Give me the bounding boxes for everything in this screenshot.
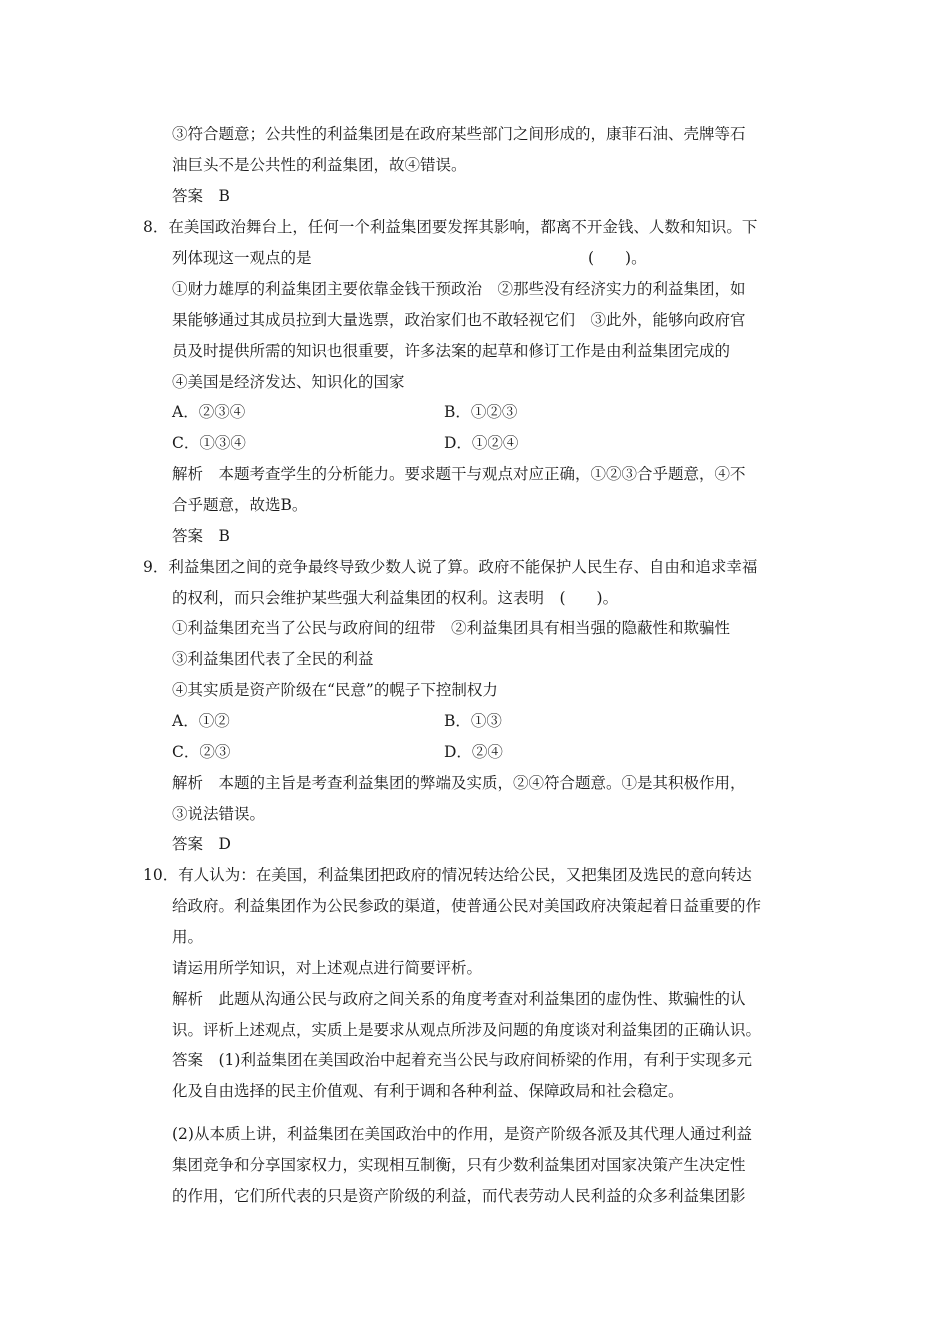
question-10-stem: 10．有人认为：在美国，利益集团把政府的情况转达给公民，又把集团及选民的意向转达: [143, 866, 752, 884]
answer-line: 答案 B: [172, 527, 230, 545]
analysis-line: ③说法错误。: [172, 805, 266, 823]
text-line: ④其实质是资产阶级在“民意”的幌子下控制权力: [172, 681, 498, 699]
text-line: 员及时提供所需的知识也很重要，许多法案的起草和修订工作是由利益集团完成的: [172, 342, 731, 360]
option-c: C．①③④: [172, 434, 246, 452]
text-line: ④美国是经济发达、知识化的国家: [172, 373, 405, 391]
answer-blank: ( )。: [588, 249, 647, 267]
text-line: ①利益集团充当了公民与政府间的纽带 ②利益集团具有相当强的隐蔽性和欺骗性: [172, 619, 731, 637]
question-8-stem: 列体现这一观点的是: [172, 249, 312, 267]
answer-line: (2)从本质上讲，利益集团在美国政治中的作用，是资产阶级各派及其代理人通过利益: [172, 1125, 752, 1143]
answer-line: 答案 B: [172, 187, 230, 205]
option-d: D．②④: [444, 743, 503, 761]
analysis-line: 解析 本题的主旨是考查利益集团的弊端及实质，②④符合题意。①是其积极作用，: [172, 774, 746, 792]
text-line: ③符合题意；公共性的利益集团是在政府某些部门之间形成的，康菲石油、壳牌等石: [172, 125, 746, 143]
question-9-stem: 9．利益集团之间的竞争最终导致少数人说了算。政府不能保护人民生存、自由和追求幸福: [143, 558, 758, 576]
answer-line: 集团竞争和分享国家权力，实现相互制衡，只有少数利益集团对国家决策产生决定性: [172, 1156, 746, 1174]
text-line: 油巨头不是公共性的利益集团，故④错误。: [172, 156, 467, 174]
answer-line: 的作用，它们所代表的只是资产阶级的利益，而代表劳动人民利益的众多利益集团影: [172, 1187, 746, 1205]
analysis-line: 解析 本题考查学生的分析能力。要求题干与观点对应正确，①②③合乎题意，④不: [172, 465, 746, 483]
answer-line: 答案 D: [172, 835, 231, 853]
option-a: A．②③④: [172, 403, 246, 421]
question-8-stem: 8．在美国政治舞台上，任何一个利益集团要发挥其影响，都离不开金钱、人数和知识。下: [143, 218, 758, 236]
option-a: A．①②: [172, 712, 230, 730]
analysis-line: 解析 此题从沟通公民与政府之间关系的角度考查对利益集团的虚伪性、欺骗性的认: [172, 990, 746, 1008]
option-b: B．①②③: [444, 403, 518, 421]
analysis-line: 合乎题意，故选B。: [172, 496, 308, 514]
option-c: C．②③: [172, 743, 231, 761]
option-d: D．①②④: [444, 434, 519, 452]
answer-line: 化及自由选择的民主价值观、有利于调和各种利益、保障政局和社会稳定。: [172, 1082, 684, 1100]
text-line: 请运用所学知识，对上述观点进行简要评析。: [172, 959, 483, 977]
text-line: ①财力雄厚的利益集团主要依靠金钱干预政治 ②那些没有经济实力的利益集团，如: [172, 280, 746, 298]
analysis-line: 识。评析上述观点，实质上是要求从观点所涉及问题的角度谈对利益集团的正确认识。: [172, 1021, 762, 1039]
question-9-stem: 的权利，而只会维护某些强大利益集团的权利。这表明 ( )。: [172, 589, 619, 607]
text-line: 果能够通过其成员拉到大量选票，政治家们也不敢轻视它们 ③此外，能够向政府官: [172, 311, 746, 329]
answer-line: 答案 (1)利益集团在美国政治中起着充当公民与政府间桥梁的作用，有利于实现多元: [172, 1051, 752, 1069]
text-line: ③利益集团代表了全民的利益: [172, 650, 374, 668]
option-b: B．①③: [444, 712, 502, 730]
question-10-stem: 给政府。利益集团作为公民参政的渠道，使普通公民对美国政府决策起着日益重要的作: [172, 897, 762, 915]
question-10-stem: 用。: [172, 928, 204, 946]
